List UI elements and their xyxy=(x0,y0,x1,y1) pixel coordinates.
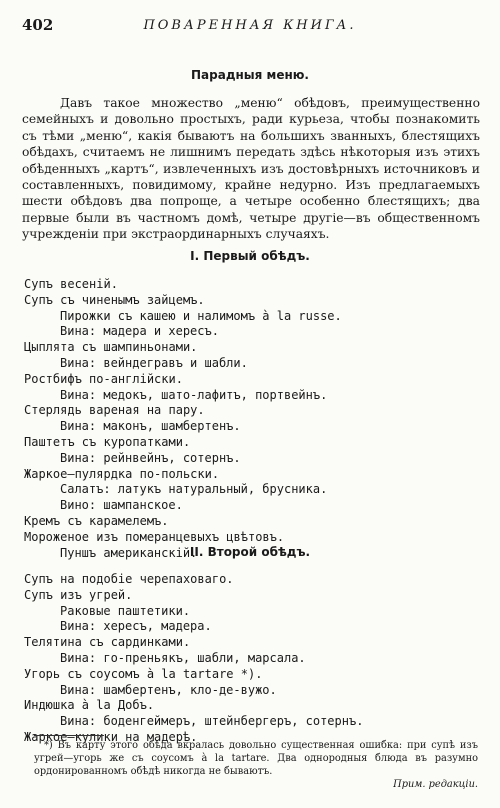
menu-item: Телятина съ сардинками. xyxy=(24,635,191,650)
intro-paragraph: Давъ такое множество „меню“ обѣдовъ, преимущественно семейныхъ и довольно простыхъ, ради курьеза, чтобы познакомить съ тѣми „меню“, какія бываютъ на большихъ званныхъ, блестящихъ обѣдахъ, считаемъ не лишнимъ передать здѣсь нѣкоторыя изъ этихъ обѣденныхъ „картъ“, извлеченныхъ изъ достовѣрныхъ источниковъ и составленныхъ, повидимому, крайне недурно. Изъ предлагаемыхъ шести обѣдовъ два попроще, а четыре особенно блестящихъ; два первые были въ частномъ домѣ, четыре другіе—въ общественномъ учрежденіи при экстраординарныхъ случаяхъ. xyxy=(22,96,480,242)
footnote-divider xyxy=(34,735,104,736)
running-title: ПОВАРЕННАЯ КНИГА. xyxy=(143,18,357,33)
menu-item: Жаркое—пулярдка по-польски. xyxy=(24,466,220,481)
menu-item: Угорь съ соусомъ à la tartare *). xyxy=(24,666,263,681)
menu-sub-item: Вина: медокъ, шато-лафитъ, портвейнъ. xyxy=(60,387,328,402)
menu-sub-item: Вина: боденгеймеръ, штейнбергеръ, сотернъ. xyxy=(60,714,364,729)
page-number: 402 xyxy=(22,16,54,34)
dinner-1-title: I. Первый обѣдъ. xyxy=(190,249,310,263)
menu-item: Индюшка à la Добъ. xyxy=(24,698,155,713)
menu-item: Супъ на подобіе черепаховаго. xyxy=(24,572,234,586)
footnote xyxy=(34,739,478,791)
menu-item: Ростбифъ по-англійски. xyxy=(24,371,183,386)
menu-item: Супъ съ чиненымъ зайцемъ. xyxy=(24,292,205,307)
menu-sub-item: Пирожки съ кашею и налимомъ à la russe. xyxy=(60,308,342,323)
menu-item: Супъ изъ угрей. xyxy=(24,587,133,602)
menu-sub-item: Вина: мадера и хересъ. xyxy=(60,324,219,339)
menu-item: Паштетъ съ куропатками. xyxy=(24,434,191,449)
section-title: Парадныя меню. xyxy=(190,68,309,82)
menu-sub-item: Вина: го-преньякъ, шабли, марсала. xyxy=(60,650,306,665)
dinner-1-menu xyxy=(24,277,480,561)
footnote-signature: Прим. редакціи. xyxy=(393,779,478,790)
menu-item: Жаркое—кулики на мадерѣ. xyxy=(24,729,198,744)
menu-sub-item: Вина: шамбертенъ, кло-де-вужо. xyxy=(60,682,277,697)
menu-item: Кремъ съ карамелемъ. xyxy=(24,513,169,528)
menu-item: Цыплята съ шампиньонами. xyxy=(24,340,198,355)
dinner-2-title: II. Второй обѣдъ. xyxy=(189,545,311,559)
menu-sub-item: Вина: маконъ, шамбертенъ. xyxy=(60,419,241,434)
menu-sub-item: Вина: хересъ, мадера. xyxy=(60,619,212,634)
menu-item: Мороженое изъ померанцевыхъ цвѣтовъ. xyxy=(24,529,285,544)
menu-item: Супъ весеній. xyxy=(24,277,118,291)
footnote-text: *) Въ карту этого обѣда вкралась довольно существенная ошибка: при супѣ изъ угрей—угорь же съ соусомъ à la tartare. Два однородныя блюда въ разумно ордонированномъ обѣдѣ никогда не бываютъ. xyxy=(34,740,478,777)
page-header xyxy=(22,16,478,36)
dinner-2-menu xyxy=(24,572,480,746)
menu-sub-item: Пуншъ американскій. xyxy=(60,545,198,560)
menu-sub-item: Вина: рейнвейнъ, сотернъ. xyxy=(60,450,241,465)
menu-sub-item: Салатъ: латукъ натуральный, брусника. xyxy=(60,482,328,497)
menu-sub-item: Раковые паштетики. xyxy=(60,603,191,618)
menu-sub-item: Вина: вейндегравъ и шабли. xyxy=(60,355,248,370)
menu-item: Стерлядь вареная на пару. xyxy=(24,403,205,418)
menu-sub-item: Вино: шампанское. xyxy=(60,498,183,513)
